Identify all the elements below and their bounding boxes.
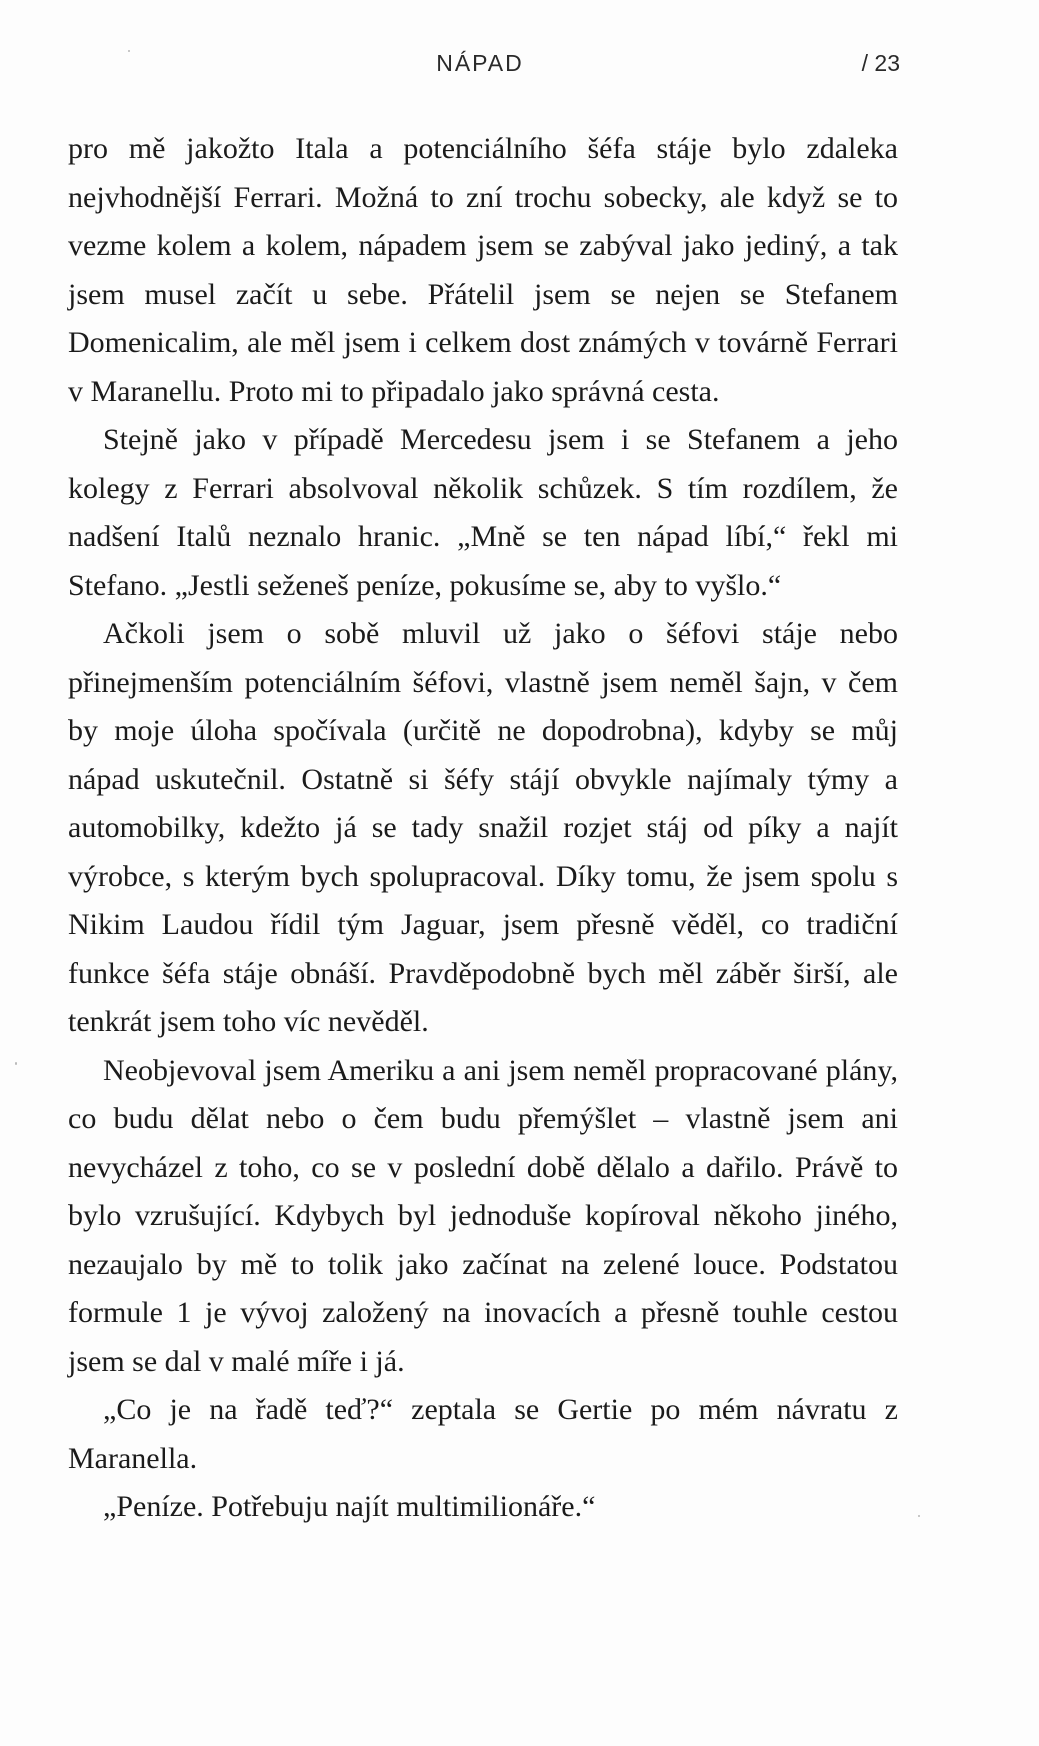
running-head bbox=[60, 50, 900, 90]
paragraph-1: pro mě jakožto Itala a potenciálního šéfa stáje bylo zdaleka nejvhodnější Ferrari. Možná to zní trochu sobecky, ale když se to vezme kolem a kolem, nápadem jsem se zabýval jako jediný, a tak jsem musel začít u sebe. Přátelil jsem se nejen se Stefanem Domenicalim, ale měl jsem i celkem dost známých v továrně Ferrari v Maranellu. Proto mi to připadalo jako správná cesta. bbox=[68, 132, 898, 408]
paragraph-3: Ačkoli jsem o sobě mluvil už jako o šéfovi stáje nebo přinejmenším potenciálním šéfovi, vlastně jsem neměl šajn, v čem by moje úloha spočívala (určitě ne dopodrobna), kdyby se můj nápad uskutečnil. Ostatně si šéfy stájí obvykle najímaly týmy a automobilky, kdežto já se tady snažil rozjet stáj od píky a najít výrobce, s kterým bych spolupracoval. Díky tomu, že jsem spolu s Nikim Laudou řídil tým Jaguar, jsem přesně věděl, co tradiční funkce šéfa stáje obnáší. Pravděpodobně bych měl záběr širší, ale tenkrát jsem toho víc nevěděl. bbox=[68, 617, 898, 1038]
paragraph-2: Stejně jako v případě Mercedesu jsem i se Stefanem a jeho kolegy z Ferrari absolvoval několik schůzek. S tím rozdílem, že nadšení Italů neznalo hranic. „Mně se ten nápad líbí,“ řekl mi Stefano. „Jestli seženeš peníze, pokusíme se, aby to vyšlo.“ bbox=[68, 423, 898, 602]
chapter-title: NÁPAD bbox=[436, 50, 524, 76]
body-text bbox=[68, 125, 898, 1532]
paragraph-5: „Co je na řadě teď?“ zeptala se Gertie po mém návratu z Maranella. bbox=[68, 1393, 898, 1475]
scan-speck bbox=[128, 50, 130, 52]
scan-speck bbox=[918, 1515, 920, 1517]
paragraph-4: Neobjevoval jsem Ameriku a ani jsem neměl propracované plány, co budu dělat nebo o čem budu přemýšlet – vlastně jsem ani nevycházel z toho, co se v poslední době dělalo a dařilo. Právě to bylo vzrušující. Kdybych byl jednoduše kopíroval někoho jiného, nezaujalo by mě to tolik jako začínat na zelené louce. Podstatou formule 1 je vývoj založený na inovacích a přesně touhle cestou jsem se dal v malé míře i já. bbox=[68, 1053, 898, 1378]
page-number: / 23 bbox=[861, 50, 900, 76]
scan-speck bbox=[15, 1062, 17, 1065]
paragraph-6: „Peníze. Potřebuju najít multimilionáře.“ bbox=[103, 1490, 596, 1523]
